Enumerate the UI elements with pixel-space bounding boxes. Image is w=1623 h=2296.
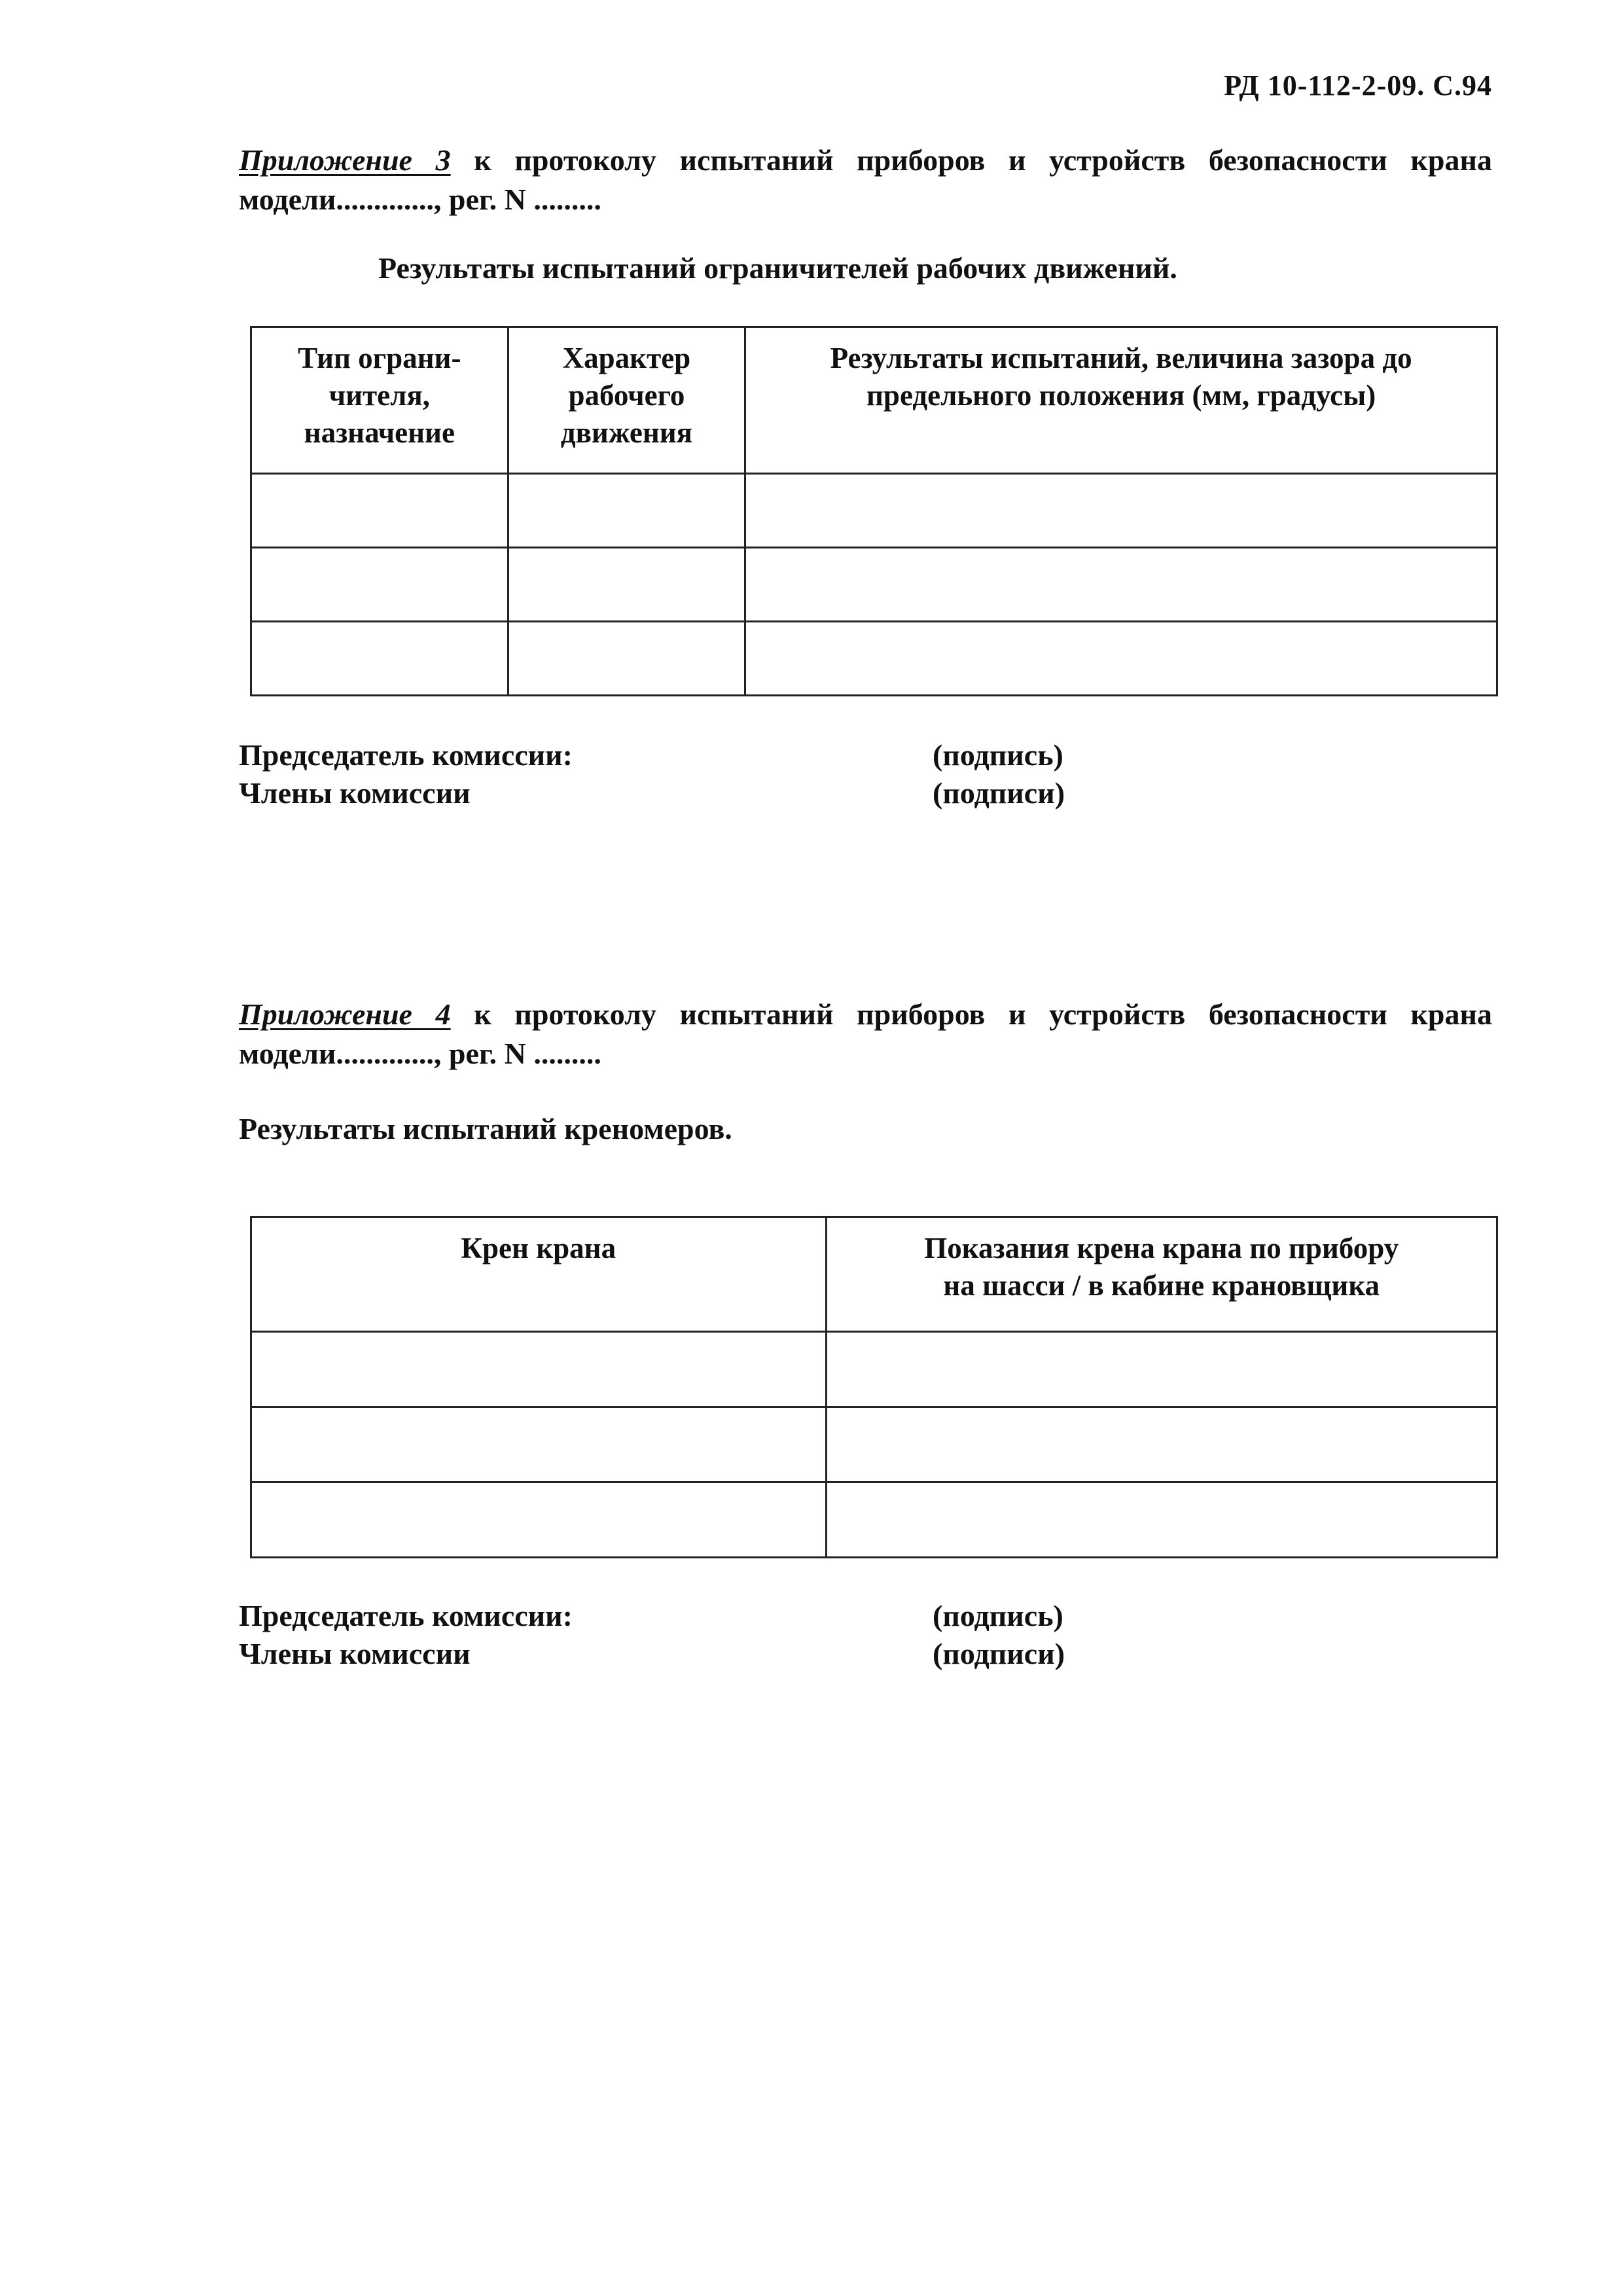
members-signature-note: (подписи) (933, 776, 1065, 810)
appendix-3-heading (239, 141, 1492, 219)
appendix-4-title: Результаты испытаний креномеров. (239, 1112, 732, 1145)
table-cell[interactable] (508, 622, 745, 696)
members-label: Члены комиссии (239, 776, 471, 810)
chairman-signature-note: (подпись) (933, 1599, 1063, 1632)
table-row (251, 1407, 1497, 1482)
appendix-4-signatures (239, 1597, 1417, 1673)
table-cell[interactable] (745, 548, 1497, 622)
appendix-3-line1-text: к протоколу испытаний приборов и устройств безопасности крана (474, 143, 1493, 177)
chairman-row (239, 1597, 1417, 1635)
table-header-row (251, 327, 1497, 474)
table-cell[interactable] (251, 474, 508, 548)
table-row (251, 1332, 1497, 1407)
table-cell[interactable] (826, 1482, 1497, 1558)
appendix-3-signatures (239, 736, 1417, 812)
page-code: РД 10-112-2-09. С.94 (1224, 69, 1492, 101)
table-cell[interactable] (251, 1482, 827, 1558)
table-cell[interactable] (826, 1407, 1497, 1482)
column-header-heel-readings: Показания крена крана по прибору на шасси / в кабине крановщика (826, 1217, 1497, 1332)
table-cell[interactable] (251, 1332, 827, 1407)
table-cell[interactable] (826, 1332, 1497, 1407)
appendix-4-line2: модели............., рег. N ......... (239, 1037, 601, 1070)
appendix-3-line1 (239, 141, 1492, 180)
appendix-3-line2: модели............., рег. N ......... (239, 183, 601, 216)
chairman-signature-note: (подпись) (933, 738, 1063, 772)
table-cell[interactable] (251, 548, 508, 622)
table-row (251, 622, 1497, 696)
appendix-4-heading (239, 995, 1492, 1073)
appendix-3-ref: Приложение 3 (239, 143, 451, 177)
inclinometer-results-table (250, 1216, 1498, 1558)
column-header-test-results: Результаты испытаний, величина зазора до предельного положения (мм, градусы) (745, 327, 1497, 474)
column-header-motion-character: Характер рабочего движения (508, 327, 745, 474)
table-cell[interactable] (251, 622, 508, 696)
table-header-row (251, 1217, 1497, 1332)
table-cell[interactable] (745, 474, 1497, 548)
column-header-crane-heel: Крен крана (251, 1217, 827, 1332)
chairman-row (239, 736, 1417, 774)
limiters-results-table (250, 326, 1498, 696)
table-row (251, 548, 1497, 622)
appendix-4-ref: Приложение 4 (239, 997, 451, 1031)
chairman-label: Председатель комиссии: (239, 1599, 573, 1632)
members-signature-note: (подписи) (933, 1637, 1065, 1670)
column-header-limiter-type: Тип ограни- чителя, назначение (251, 327, 508, 474)
chairman-label: Председатель комиссии: (239, 738, 573, 772)
table-cell[interactable] (508, 548, 745, 622)
appendix-4-line1 (239, 995, 1492, 1034)
members-row (239, 774, 1417, 812)
table-row (251, 1482, 1497, 1558)
table-cell[interactable] (508, 474, 745, 548)
table-row (251, 474, 1497, 548)
appendix-4-line1-text: к протоколу испытаний приборов и устройств безопасности крана (474, 997, 1493, 1031)
table-cell[interactable] (251, 1407, 827, 1482)
members-label: Члены комиссии (239, 1637, 471, 1670)
members-row (239, 1635, 1417, 1673)
table-cell[interactable] (745, 622, 1497, 696)
appendix-3-title: Результаты испытаний ограничителей рабочих движений. (378, 251, 1177, 285)
